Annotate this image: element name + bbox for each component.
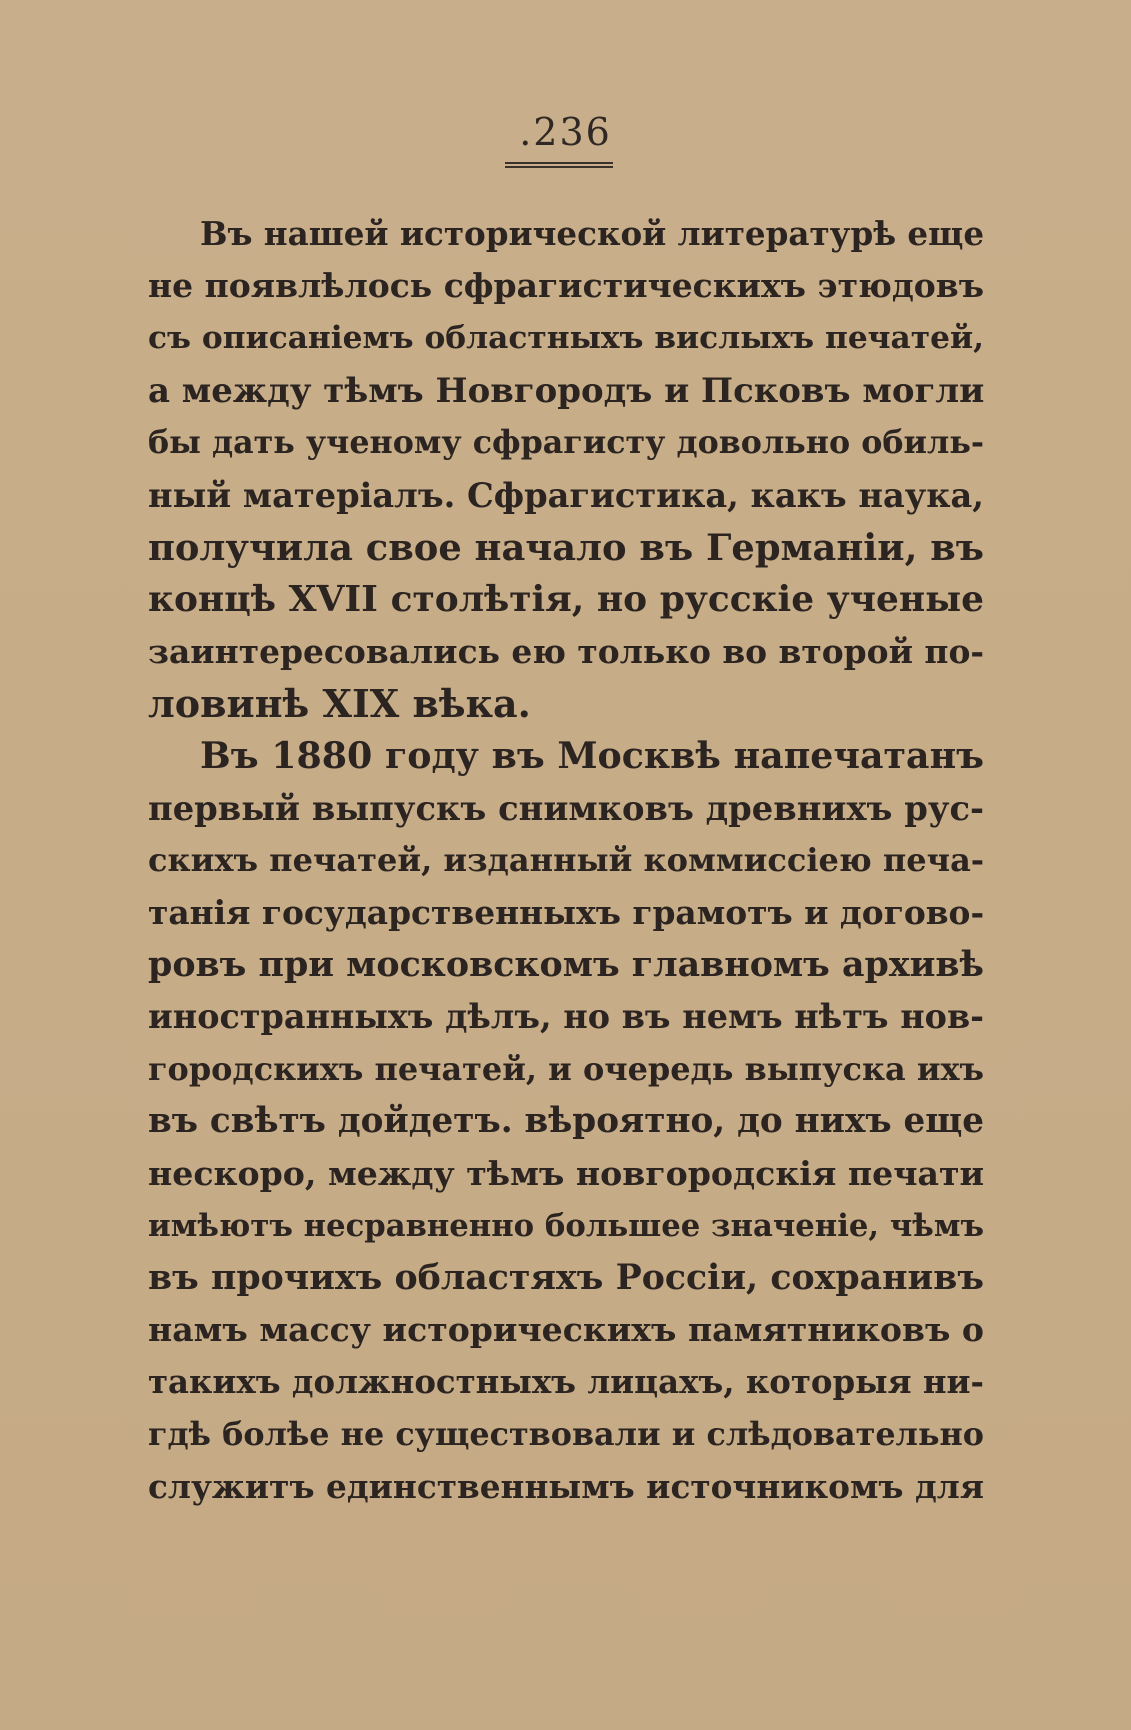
text-line: концѣ XVII столѣтія, но русскіе ученые — [148, 578, 984, 621]
text-line: ровъ при московскомъ главномъ архивѣ — [148, 943, 984, 985]
text-line: въ прочихъ областяхъ Россіи, сохранивъ — [148, 1257, 984, 1299]
text-line: получила свое начало въ Германіи, въ — [148, 525, 984, 570]
text-line: намъ массу историческихъ памятниковъ о — [148, 1310, 984, 1350]
text-line: Въ нашей исторической литературѣ еще — [200, 214, 985, 253]
text-line: не появлѣлось сфрагистическихъ этюдовъ — [148, 266, 984, 306]
text-line: заинтересовались ею только во второй по- — [148, 631, 985, 671]
text-line: гдѣ болѣе не существовали и слѣдовательно — [148, 1415, 984, 1453]
page-number: .236 — [519, 110, 612, 154]
text-line: нескоро, между тѣмъ новгородскія печати — [148, 1153, 985, 1193]
text-line: бы дать ученому сфрагисту довольно обиль- — [148, 423, 984, 461]
paragraph-1 — [148, 208, 984, 730]
text-line: скихъ печатей, изданный коммиссіею печа- — [148, 841, 985, 880]
text-line: первый выпускъ снимковъ древнихъ рус- — [148, 788, 984, 829]
text-line: иностранныхъ дѣлъ, но въ немъ нѣтъ нов- — [148, 997, 984, 1037]
text-line: имѣютъ несравненно большее значеніе, чѣмъ — [148, 1207, 984, 1244]
text-line: служитъ единственнымъ источникомъ для — [148, 1466, 984, 1506]
body-text — [148, 208, 984, 1513]
text-line: городскихъ печатей, и очередь выпуска ихъ — [148, 1050, 984, 1089]
text-line: танія государственныхъ грамотъ и догово- — [148, 892, 985, 932]
text-line: ловинѣ XIX вѣка. — [148, 680, 531, 726]
double-rule-divider — [505, 162, 613, 168]
text-line: ный матеріалъ. Сфрагистика, какъ наука, — [148, 475, 985, 516]
paragraph-2 — [148, 730, 984, 1513]
text-line: съ описаніемъ областныхъ вислыхъ печатей, — [148, 320, 984, 357]
text-line: а между тѣмъ Новгородъ и Псковъ могли — [148, 370, 985, 411]
text-line: такихъ должностныхъ лицахъ, которыя ни- — [148, 1363, 984, 1402]
text-line: въ свѣтъ дойдетъ. вѣроятно, до нихъ еще — [148, 1101, 984, 1142]
text-line: Въ 1880 году въ Москвѣ напечатанъ — [200, 734, 985, 778]
